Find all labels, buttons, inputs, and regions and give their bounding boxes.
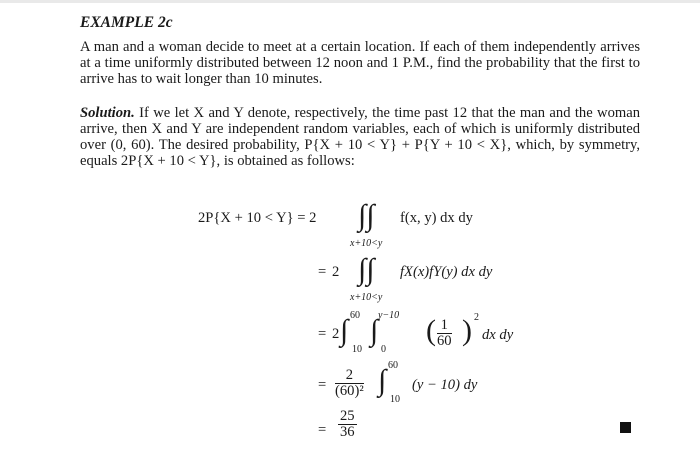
- equation-lhs: 2P{X + 10 < Y} = 2: [198, 210, 317, 226]
- equals-sign: =: [318, 377, 327, 393]
- integration-region: x+10<y: [350, 292, 383, 303]
- integral-sign: ∫: [378, 364, 387, 397]
- factor-two: 2: [332, 326, 340, 342]
- result-denominator: 36: [340, 424, 355, 440]
- upper-limit-outer: 60: [350, 310, 360, 321]
- integral-sign: ∫: [370, 314, 379, 347]
- lower-limit-outer: 10: [352, 344, 362, 355]
- example-title: EXAMPLE 2c: [80, 14, 173, 31]
- differentials: dx dy: [482, 327, 514, 343]
- upper-limit-inner: y−10: [378, 310, 400, 321]
- integrand-joint-density: f(x, y) dx dy: [400, 210, 473, 226]
- end-of-proof-square: [620, 422, 631, 433]
- lower-limit-inner: 0: [381, 344, 386, 355]
- integrand-marginal-densities: fX(x)fY(y) dx dy: [400, 264, 493, 280]
- upper-limit: 60: [388, 360, 398, 371]
- equation-block: [80, 199, 640, 452]
- double-integral-sign: ∫∫: [358, 253, 375, 286]
- left-paren: (: [426, 314, 436, 347]
- textbook-page: [80, 14, 641, 440]
- double-integral-sign: ∫∫: [358, 199, 375, 232]
- solution-label: Solution.: [80, 105, 135, 121]
- right-paren: ): [462, 314, 472, 347]
- result-numerator: 25: [340, 408, 355, 424]
- equals-sign: =: [318, 422, 327, 438]
- integration-region: x+10<y: [350, 238, 383, 249]
- solution-paragraph: [80, 105, 640, 169]
- problem-text: A man and a woman decide to meet at a certain location. If each of them independently arrives at a time uniformly distributed between 12 noon and 1 P.M., find the probability that the first to arrive has to wait longer than 10 minutes.: [80, 39, 640, 87]
- fraction-one-sixtieth: $\frac{1}{60}$: [437, 317, 452, 349]
- equals-sign: =: [318, 326, 327, 342]
- result-fraction: [338, 409, 357, 440]
- solution-text: If we let X and Y denote, respectively, the time past 12 that the man and the woman arrive, then X and Y are independent random variables, each of which is uniformly distributed over (0, 60). The desired probability, P{X + 10 < Y} + P{Y + 10 < X}, which, by symmetry, equals 2P{X + 10 < Y}, is obtained as follows:: [80, 105, 641, 169]
- factor-two: 2: [332, 264, 340, 280]
- exponent-two: 2: [474, 312, 479, 323]
- integrand-linear: (y − 10) dy: [412, 377, 478, 393]
- fraction-two-over-sixty-squared: $\frac{2}{\text{(60)²}}$: [335, 367, 364, 399]
- equals-sign: =: [318, 264, 327, 280]
- lower-limit: 10: [390, 394, 400, 405]
- top-rule: [0, 0, 700, 3]
- integral-sign: ∫: [340, 314, 349, 347]
